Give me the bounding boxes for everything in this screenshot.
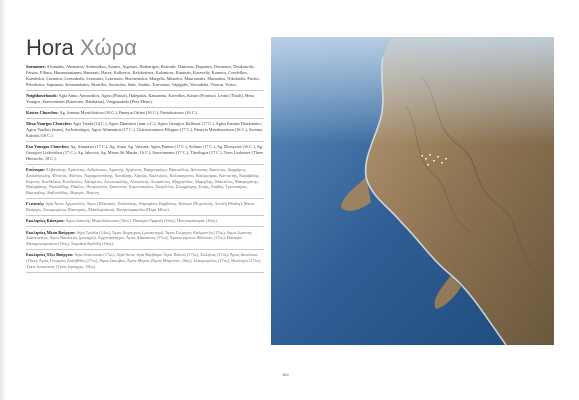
- aerial-photo: [271, 37, 554, 345]
- text-column: [26, 64, 264, 275]
- title-english: Hora: [26, 35, 74, 60]
- paragraph-text: Ag. Anastasia (17 C.), Ag. Anna, Ag. Varvara, Agios Panton (17 C.), Solinas (17 C.), Ag. Dionysios (16 C.), Ag. Georgios Lodovithos (17 C.), Ag. Iakovos, Ag. Minas (St Martin, 16 C.), Stavromenos (17 C.), Theologos (17 C.), Tress Lesketses (Three Hierarchs, 18 C.).: [26, 143, 264, 161]
- paragraph-greek-kastro-churches: [26, 218, 264, 227]
- page-title: [26, 36, 137, 60]
- paragraph-label: Surnames:: [26, 64, 46, 69]
- paragraph-text: Αγία Άννα, Αμμωνλιός, Αγιος (Πλατσιά), Χαλεπάκης, Καμαρέτα, Καρβέλας, Κάστρο (Πορτίτσα), Λεσίνη (Θιάλη), Μέσα Βούργος, Σταυρωμένος (Κανεραές, Μπαλαμπάινα), Βανγκσαρακέλα (Πέρα Μένο).: [26, 201, 254, 213]
- paragraph-text: Alvanakis, Amanatos, Andronikos, Arianis, Argentos, Barbarigos, Bratsalis, Dantseas, Dapontes, Darmaros, Doukatsolis, Fetsias, Filinos, Haramountanes, Hanazais, Harza, Kallyeros, Kalokerinos, Kalomiras, Kantistis, Karavelis, Komnos, Condelkos, Kondeslos, Lazaritos, Leotsakolis, Leousinis, Lourantos, Machernidos, Margelis, Mastelos, Mauromatis, Mazarakis, Nikolaidis, Pavlos, Petrokolos, Sapounas, Sementakalos, Skorillos, Sotiriohis, Stais, Stathis, Travsiaras, Vaptgalis, Vavoulidis, Vererin, Vorini.: [26, 64, 260, 87]
- paragraph-greek-neighbourhoods: [26, 201, 264, 216]
- paragraph-text: Ag. Ioannis Myrtidiotissa (16 C.), Panayia Orfani (16 C.), Pantokratoras (16 C.).: [59, 109, 199, 115]
- paragraph-label: Γειτονιές:: [26, 201, 45, 207]
- paragraph-greek-exo-vourgos: [26, 252, 264, 273]
- paragraph-label: Kastro Churches:: [26, 109, 59, 115]
- title-greek: Χώρα: [79, 35, 137, 60]
- paragraph-mesa-vourgos-churches: [26, 121, 264, 142]
- paragraph-label: Εκκλησίες Κάστρου:: [26, 218, 65, 224]
- paragraph-label: Neighbourhoods:: [26, 92, 58, 98]
- paragraph-label: Επώνυμα:: [26, 166, 45, 172]
- paragraph-text: Αγία Τριάδα (14ος), Άγιος Δημήτριος (μοναστήρι), Άγιος Γεώργιος Καλφόντζη (17ος), Άγιος Ιωάννης Διασκανίτος, Άγιος Βασίλειος (μοναχές), Αρχιστράτηγος, Άγιος Αθανάσιος (17ος), Χριστοτόμινος-Φίλιππος (17ος), Παναγία Μεσαμπουρτίσσα (16ος), Σωριάνα Καλόδη (16ος).: [26, 229, 252, 247]
- paragraph-greek-surnames: [26, 167, 264, 200]
- paragraph-text: Αλβανάκης, Αμανάτος, Ανδρόνικος, Αριανής, Αργέντος, Βαρμπαρίγος, Βρατσάλης, Δάντσεας, Δαπόντες, Δαρμάρος, Δουκατσώλης, Φετσιάς, Φιλίνος, Χαραμουντάνης, Χανάζαης, Χάρζας, Καλλιέρος, Καλοκαιρινός, Καλομοίρας, Καντιστής, Καραβέλης, Κόμνος, Κονδέλκος, Κονδέσλος, Λαζαρίτος, Λεωτσακόλης, Λεουσίνης, Λουράντος, Μαχερνίδος, Μαργέλης, Μαστέλος, Μαυρομάτης, Μαζαράκης, Νικολαΐδης, Παύλος, Πετροκόλος, Σαπουνάς, Σεμεντακάλος, Σκορίλλος, Σωτηριόχης, Στάης, Σταθής, Τραυσιάρας, Βαπτγάλης, Βαβουλίδης, Βερερίν, Βορίνη.: [26, 166, 260, 196]
- paragraph-exo-vourgos-churches: [26, 144, 264, 165]
- paragraph-greek-mesa-vourgos: [26, 230, 264, 251]
- paragraph-label: Εκκλησίες Έξω Βούργου:: [26, 252, 74, 258]
- paragraph-label: Εκκλησίες Μέσα Βούργου:: [26, 229, 76, 235]
- page-number: 164: [282, 372, 289, 377]
- paragraph-text: Agia Triada (14 C.), Agios Dimitrios (nun. s.C.), Agios Georgios Kalfonzi (17 C.), Agios Ioannis Diaskanitos, Agios Vasilios (nuns), Archistratigos, Agios Athanasios (17 C.), Christotominos-Filippos (17 C.), Panayia Mesabourtissa (16 C.), Soriana Kalodis (16 C.).: [26, 120, 263, 138]
- paragraph-kastro-churches: [26, 110, 264, 119]
- gutter-shadow: [0, 0, 6, 400]
- paragraph-text: Agia Anna, Ammonlios, Agios (Platsia), Halepakis, Kamaretta, Karvellas, Kastro (Portitsa), Lesini (Thiali), Mesa Vourgos, Stavromenos (Kaneraes, Balabaina), Vangsarakela (Pera Meno).: [26, 92, 255, 104]
- paragraph-text: Άγιος Ιωάννης Μυρτιδιώτισσα (16ος), Παναγία Ορφανή (16ος), Παντοκράτορας (16ος).: [65, 218, 218, 224]
- paragraph-label: Exo Vourgos Churches:: [26, 143, 70, 149]
- paragraph-text: Αγία Αναστασία (17ος), Αγία Άννα, Αγία Βαρβάρα, Άγιοι Πάντες (17ος), Σωλήνας (17ος), Άγιος Διονύσιος (16ος), Άγιος Γεώργιος Λοδοβίθος (17ος), Άγιος Ιάκωβος, Άγιος Μηνάς (Άγιος Μαρτίνος, 16ος), Σταυρωμένος (17ος), Θεολόγος (17ος), Τρεις Λεσκέτσες (Τρεις Ιεράρχες, 18ος).: [26, 252, 262, 270]
- paragraph-surnames: [26, 64, 264, 91]
- aerial-coastline-image: [271, 37, 554, 345]
- paragraph-label: Mesa Vourgos Churches:: [26, 120, 72, 126]
- paragraph-neighbourhoods: [26, 93, 264, 108]
